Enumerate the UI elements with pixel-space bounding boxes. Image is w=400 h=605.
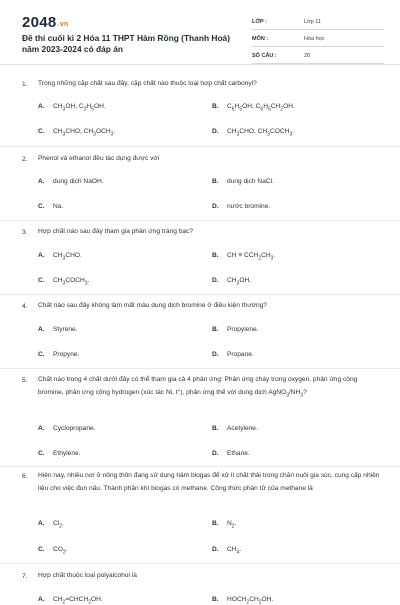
answer-option[interactable] xyxy=(38,103,106,113)
site-logo[interactable] xyxy=(22,14,69,31)
option-text: $CH_4$. xyxy=(227,546,242,556)
option-text: $CH_3CHO$, $CH_3COCH_3$. xyxy=(227,128,294,138)
meta-value: Hóa học xyxy=(304,36,325,42)
option-letter: A. xyxy=(38,520,45,527)
question-number: 2. xyxy=(22,156,28,163)
option-text: Acetylene. xyxy=(227,425,258,432)
option-letter: C. xyxy=(38,546,45,553)
option-letter: B. xyxy=(212,326,219,333)
answer-option[interactable] xyxy=(38,520,64,530)
question-number: 5. xyxy=(22,377,28,384)
option-letter: A. xyxy=(38,326,45,333)
question-text: Chất nào trong 4 chất dưới đây có thể tham gia cả 4 phản ứng: Phản ứng cháy trong oxygen, phản ứng cộng bromine, phản ứng cộng hydrogen (xúc tác Ni, t°), phản ứng thế với dung dịch $AgNO_3/NH_3$? xyxy=(38,376,358,398)
question-divider xyxy=(0,294,400,295)
meta-row-class xyxy=(252,16,384,30)
question-text: Hiện nay, nhiều nơi ở nông thôn đang sử dụng hầm biogas để xử lí chất thải trong chăn nuôi gia súc, cung cấp nhiên liệu cho việc đun nấu. Thành phần khí biogas có methane. Công thức phân tử của methane là xyxy=(38,472,380,492)
question-text: Phenol và ethanol đều tác dụng được với xyxy=(38,155,160,162)
option-text: $CH_3OH$. xyxy=(227,277,252,287)
question-text: Hợp chất nào sau đây tham gia phản ứng tráng bạc? xyxy=(38,228,194,235)
question-number: 3. xyxy=(22,229,28,236)
option-letter: D. xyxy=(212,546,219,553)
question-divider xyxy=(0,146,400,147)
answer-option[interactable] xyxy=(38,252,82,262)
meta-value: 28 xyxy=(304,53,311,59)
logo-text[interactable]: 2048 xyxy=(22,14,57,31)
option-letter: C. xyxy=(38,128,45,135)
meta-label: LỚP : xyxy=(252,19,267,25)
option-letter: C. xyxy=(38,450,45,457)
document-title: Đề thi cuối kì 2 Hóa 11 THPT Hàm Rồng (Thanh Hoá) năm 2023-2024 có đáp án xyxy=(22,33,231,54)
option-text: $CH_2=CHCH_2OH$. xyxy=(53,596,103,605)
option-letter: C. xyxy=(38,277,45,284)
option-letter: D. xyxy=(212,128,219,135)
answer-option[interactable] xyxy=(38,326,78,333)
option-text: $CH_3CHO$. xyxy=(53,252,82,262)
option-letter: B. xyxy=(212,103,219,110)
answer-option[interactable] xyxy=(212,178,274,185)
meta-row-count xyxy=(252,50,384,64)
option-letter: D. xyxy=(212,351,219,358)
option-letter: D. xyxy=(212,203,219,210)
option-text: Styrene. xyxy=(53,326,78,333)
option-text: $C_6H_5OH$, $C_6H_5CH_2OH$. xyxy=(227,103,295,113)
option-text: $HOCH_2CH_2OH$. xyxy=(227,596,274,605)
meta-info xyxy=(252,16,384,64)
option-letter: B. xyxy=(212,596,219,603)
option-text: $CO_2$. xyxy=(53,546,68,556)
answer-option[interactable] xyxy=(212,425,258,432)
logo-suffix[interactable]: .vn xyxy=(57,21,69,28)
option-text: dung dịch NaOH. xyxy=(53,178,104,185)
question-divider xyxy=(0,220,400,221)
meta-row-subject xyxy=(252,33,384,47)
answer-option[interactable] xyxy=(38,203,63,210)
option-letter: D. xyxy=(212,450,219,457)
answer-option[interactable] xyxy=(212,103,295,113)
answer-option[interactable] xyxy=(212,351,254,358)
answer-option[interactable] xyxy=(38,425,96,432)
question-number: 1. xyxy=(22,81,28,88)
option-letter: A. xyxy=(38,252,45,259)
answer-option[interactable] xyxy=(212,520,237,530)
option-text: Ethane. xyxy=(227,450,250,457)
answer-option[interactable] xyxy=(38,128,116,138)
option-text: Propylene. xyxy=(227,326,259,333)
answer-option[interactable] xyxy=(212,326,259,333)
option-letter: B. xyxy=(212,252,219,259)
answer-option[interactable] xyxy=(38,351,79,358)
question-number: 6. xyxy=(22,473,28,480)
answer-option[interactable] xyxy=(212,128,294,138)
header-divider xyxy=(0,64,400,65)
question-number: 7. xyxy=(22,573,28,580)
option-text: Na. xyxy=(53,203,64,210)
answer-option[interactable] xyxy=(38,450,81,457)
meta-label: SỐ CÂU : xyxy=(252,53,277,59)
option-letter: A. xyxy=(38,103,45,110)
answer-option[interactable] xyxy=(212,277,252,287)
question-divider xyxy=(0,466,400,467)
answer-option[interactable] xyxy=(38,546,68,556)
option-text: $CH_3COCH_3$. xyxy=(53,277,90,287)
option-text: Cyclopropane. xyxy=(53,425,96,432)
option-text: $Cl_2$. xyxy=(53,520,64,530)
option-letter: B. xyxy=(212,520,219,527)
question-divider xyxy=(0,563,400,564)
answer-option[interactable] xyxy=(212,203,270,210)
option-text: Propyne. xyxy=(53,351,80,358)
meta-label: MÔN : xyxy=(252,36,269,42)
question-text: Trong những cặp chất sau đây, cặp chất nào thuộc loại hợp chất carbonyl? xyxy=(38,80,257,87)
answer-option[interactable] xyxy=(212,450,250,457)
option-letter: A. xyxy=(38,425,45,432)
question-text: Chất nào sau đây không làm mất màu dung dịch bromine ở điều kiện thường? xyxy=(38,302,267,309)
option-text: $N_2$. xyxy=(227,520,237,530)
option-text: nước bromine. xyxy=(227,203,271,210)
option-letter: C. xyxy=(38,351,45,358)
answer-option[interactable] xyxy=(212,546,242,556)
option-letter: B. xyxy=(212,425,219,432)
option-text: Ethylene. xyxy=(53,450,81,457)
option-letter: C. xyxy=(38,203,45,210)
question-text: Hợp chất thuộc loại polyalcohol là xyxy=(38,572,137,579)
answer-option[interactable] xyxy=(38,277,90,287)
meta-value: Lớp 11 xyxy=(304,19,321,25)
option-text: $CH_3OH$, $C_2H_5OH$. xyxy=(53,103,106,113)
option-letter: D. xyxy=(212,277,219,284)
option-text: dung dịch NaCl. xyxy=(227,178,274,185)
option-letter: B. xyxy=(212,178,219,185)
option-text: $CH_3CHO$, $CH_3OCH_3$. xyxy=(53,128,116,138)
page-header xyxy=(22,14,384,58)
option-letter: A. xyxy=(38,178,45,185)
answer-option[interactable] xyxy=(38,178,104,185)
question-number: 4. xyxy=(22,303,28,310)
question-divider xyxy=(0,368,400,369)
option-letter: A. xyxy=(38,596,45,603)
option-text: CH ≡ $CCH_2CH_3$. xyxy=(227,252,276,262)
option-text: Propane. xyxy=(227,351,254,358)
answer-option[interactable] xyxy=(212,252,276,262)
